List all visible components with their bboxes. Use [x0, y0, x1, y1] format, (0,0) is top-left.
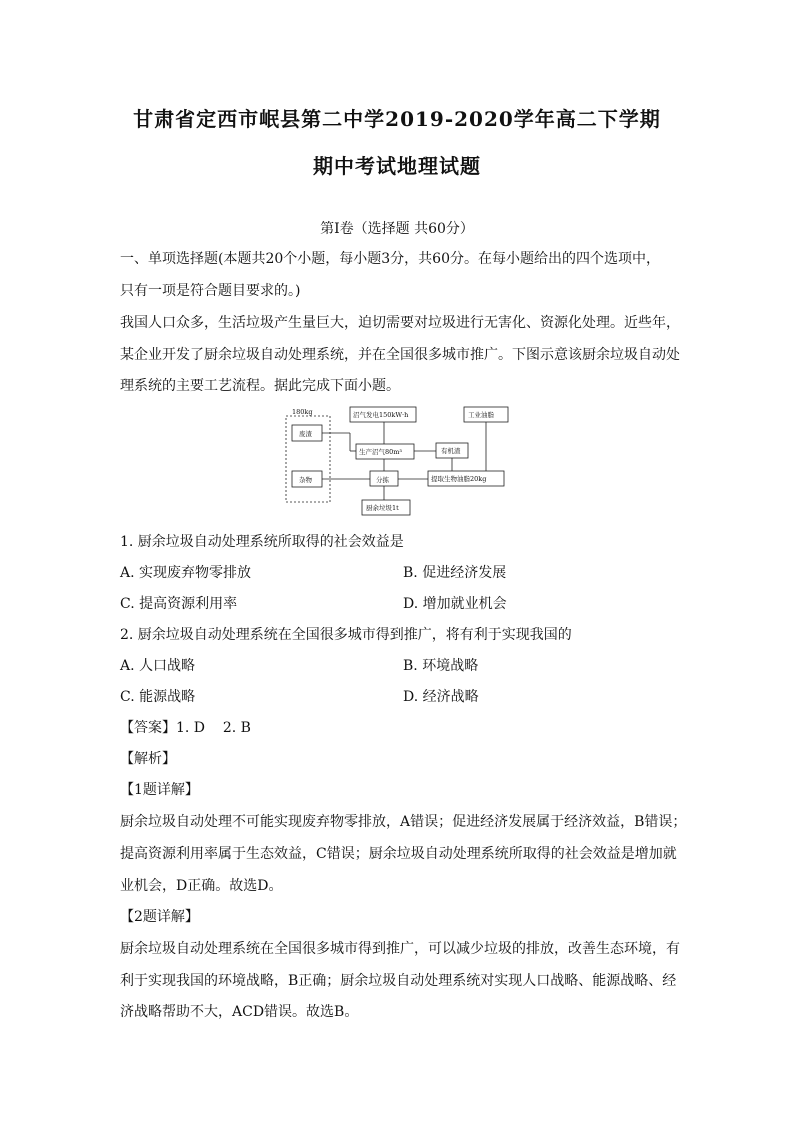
q1-option-b: B. 促进经济发展 — [403, 565, 507, 581]
analysis-heading: 【解析】 — [120, 751, 176, 767]
process-flow-diagram — [284, 404, 514, 520]
passage-line: 我国人口众多，生活垃圾产生量巨大，迫切需要对垃圾进行无害化、资源化处理。近些年， — [120, 315, 680, 331]
kitchen-waste-label: 厨余垃圾1t — [366, 504, 399, 512]
exam-title-line1: 甘肃省定西市岷县第二中学2019-2020学年高二下学期 — [133, 107, 661, 131]
question-2-stem: 2. 厨余垃圾自动处理系统在全国很多城市得到推广，将有利于实现我国的 — [120, 627, 572, 643]
q2-option-b: B. 环境战略 — [403, 658, 479, 674]
section-title: 第Ⅰ卷（选择题 共60分） — [320, 221, 474, 237]
passage-line: 理系统的主要工艺流程。据此完成下面小题。 — [120, 378, 400, 394]
sorting-label: 分拣 — [376, 476, 389, 484]
extract-oil-label: 提取生物油脂20kg — [431, 475, 487, 483]
detail-1-line: 厨余垃圾自动处理不可能实现废弃物零排放，A错误；促进经济发展属于经济效益，B错误； — [120, 814, 687, 830]
organic-residue-label: 有机渣 — [441, 447, 461, 455]
industrial-oil-label: 工业油脂 — [468, 411, 494, 419]
q1-option-a: A. 实现废弃物零排放 — [120, 565, 252, 581]
detail-1-line: 业机会，D正确。故选D。 — [120, 878, 283, 894]
detail-2-line: 厨余垃圾自动处理系统在全国很多城市得到推广，可以减少垃圾的排放，改善生态环境，有 — [120, 941, 680, 957]
q2-option-c: C. 能源战略 — [120, 689, 196, 705]
q2-option-a: A. 人口战略 — [120, 658, 196, 674]
biogas-production-label: 生产沼气80m³ — [359, 448, 403, 456]
instruction-line: 只有一项是符合题目要求的。) — [120, 283, 301, 299]
q2-option-d: D. 经济战略 — [403, 689, 479, 705]
waste-residue-label: 废渣 — [299, 430, 312, 438]
detail-2-line: 济战略帮助不大，ACD错误。故选B。 — [120, 1004, 359, 1020]
detail-2-line: 利于实现我国的环境战略，B正确；厨余垃圾自动处理系统对实现人口战略、能源战略、经 — [120, 973, 677, 989]
question-1-stem: 1. 厨余垃圾自动处理系统所取得的社会效益是 — [120, 534, 404, 550]
input-weight-label: 180kg — [292, 408, 313, 416]
detail-1-heading: 【1题详解】 — [120, 782, 199, 798]
detail-2-heading: 【2题详解】 — [120, 909, 199, 925]
passage-line: 某企业开发了厨余垃圾自动处理系统，并在全国很多城市推广。下图示意该厨余垃圾自动处 — [120, 347, 680, 363]
detail-1-line: 提高资源利用率属于生态效益，C错误；厨余垃圾自动处理系统所取得的社会效益是增加就 — [120, 846, 677, 862]
q1-option-d: D. 增加就业机会 — [403, 596, 507, 612]
biogas-power-label: 沼气发电150kW·h — [353, 411, 409, 419]
answer-line: 【答案】1. D 2. B — [120, 720, 251, 736]
q1-option-c: C. 提高资源利用率 — [120, 596, 238, 612]
exam-title-line2: 期中考试地理试题 — [313, 154, 481, 178]
instruction-line: 一、单项选择题(本题共20个小题，每小题3分，共60分。在每小题给出的四个选项中， — [120, 251, 660, 267]
sundries-label: 杂物 — [299, 476, 312, 484]
